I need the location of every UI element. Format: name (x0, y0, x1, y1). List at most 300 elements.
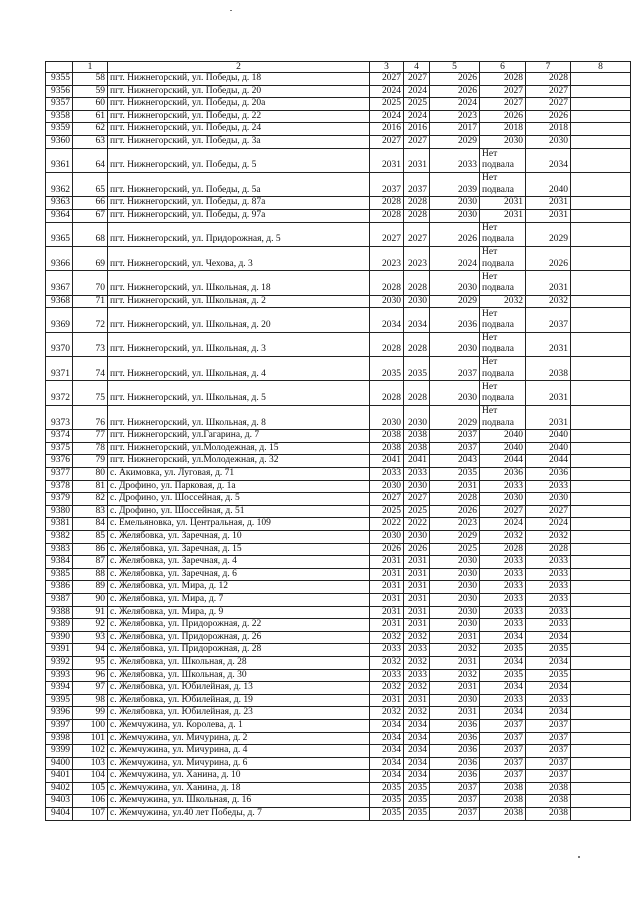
cell-address: пгт. Нижнегорский, ул. Придорожная, д. 5 (108, 222, 370, 246)
cell-address: с. Жемчужина, ул. Мичурина, д. 2 (108, 732, 370, 745)
cell-col-6: Нет подвала (480, 357, 526, 381)
cell-row-index: 9374 (46, 430, 73, 443)
cell-row-index: 9390 (46, 631, 73, 644)
cell-row-index: 9394 (46, 682, 73, 695)
cell-col-7: 2031 (526, 332, 571, 356)
cell-address: пгт. Нижнегорский, ул. Школьная, д. 20 (108, 308, 370, 332)
cell-col-7: 2033 (526, 593, 571, 606)
cell-row-index: 9388 (46, 606, 73, 619)
cell-col-8 (571, 246, 631, 270)
cell-col-8 (571, 556, 631, 569)
cell-row-index: 9385 (46, 568, 73, 581)
cell-col-7: 2031 (526, 209, 571, 222)
cell-col-8 (571, 656, 631, 669)
cell-row-index: 9403 (46, 795, 73, 808)
cell-col-7: 2030 (526, 493, 571, 506)
cell-col-7: 2027 (526, 85, 571, 98)
cell-address: с. Акимовка, ул. Луговая, д. 71 (108, 468, 370, 481)
cell-col-3: 2035 (370, 795, 404, 808)
cell-col-4: 2032 (404, 707, 430, 720)
cell-item-number: 88 (73, 568, 108, 581)
cell-col-5: 2017 (430, 123, 480, 136)
cell-row-index: 9392 (46, 656, 73, 669)
cell-col-6: Нет подвала (480, 222, 526, 246)
cell-col-3: 2032 (370, 682, 404, 695)
cell-col-8 (571, 295, 631, 308)
cell-col-8 (571, 405, 631, 429)
table-row (46, 222, 631, 246)
cell-col-6: 2033 (480, 694, 526, 707)
table-row (46, 73, 631, 86)
cell-col-6: 2027 (480, 85, 526, 98)
cell-row-index: 9378 (46, 480, 73, 493)
cell-row-index: 9400 (46, 757, 73, 770)
cell-col-3: 2041 (370, 455, 404, 468)
cell-col-8 (571, 73, 631, 86)
cell-address: пгт. Нижнегорский, ул. Победы, д. 22 (108, 110, 370, 123)
cell-row-index: 9375 (46, 442, 73, 455)
cell-col-8 (571, 745, 631, 758)
cell-col-7: 2033 (526, 556, 571, 569)
cell-col-4: 2030 (404, 295, 430, 308)
table-row (46, 246, 631, 270)
cell-col-4: 2031 (404, 694, 430, 707)
cell-item-number: 91 (73, 606, 108, 619)
cell-item-number: 93 (73, 631, 108, 644)
cell-col-3: 2016 (370, 123, 404, 136)
cell-item-number: 78 (73, 442, 108, 455)
cell-item-number: 72 (73, 308, 108, 332)
cell-row-index: 9373 (46, 405, 73, 429)
cell-col-3: 2033 (370, 644, 404, 657)
cell-address: пгт. Нижнегорский, ул. Победы, д. 5а (108, 172, 370, 196)
cell-col-7: 2032 (526, 531, 571, 544)
cell-row-index: 9377 (46, 468, 73, 481)
cell-col-3: 2025 (370, 505, 404, 518)
cell-row-index: 9382 (46, 531, 73, 544)
cell-col-5: 2025 (430, 543, 480, 556)
cell-item-number: 101 (73, 732, 108, 745)
cell-col-8 (571, 222, 631, 246)
cell-col-4: 2026 (404, 543, 430, 556)
table-row (46, 480, 631, 493)
table-row (46, 357, 631, 381)
cell-col-6: 2037 (480, 770, 526, 783)
cell-address: с. Жемчужина, ул. Ханина, д. 10 (108, 770, 370, 783)
cell-address: с. Желябовка, ул. Мира, д. 9 (108, 606, 370, 619)
cell-item-number: 86 (73, 543, 108, 556)
cell-col-3: 2035 (370, 808, 404, 821)
cell-col-4: 2025 (404, 505, 430, 518)
cell-col-8 (571, 782, 631, 795)
cell-col-4: 2032 (404, 656, 430, 669)
cell-col-7: 2033 (526, 581, 571, 594)
cell-col-4: 2034 (404, 308, 430, 332)
cell-col-3: 2034 (370, 757, 404, 770)
cell-col-8 (571, 381, 631, 405)
cell-col-8 (571, 644, 631, 657)
table-row (46, 123, 631, 136)
table-row (46, 745, 631, 758)
cell-address: с. Дрофино, ул. Шоссейная, д. 51 (108, 505, 370, 518)
header-cell-blank (46, 62, 73, 73)
cell-col-7: 2037 (526, 732, 571, 745)
cell-col-6: 2037 (480, 732, 526, 745)
cell-col-6: Нет подвала (480, 405, 526, 429)
table-body (46, 62, 631, 821)
cell-item-number: 75 (73, 381, 108, 405)
cell-col-4: 2037 (404, 172, 430, 196)
cell-col-7: 2038 (526, 357, 571, 381)
cell-row-index: 9355 (46, 73, 73, 86)
cell-row-index: 9362 (46, 172, 73, 196)
cell-row-index: 9370 (46, 332, 73, 356)
cell-address: пгт. Нижнегорский, ул. Чехова, д. 3 (108, 246, 370, 270)
cell-col-5: 2031 (430, 707, 480, 720)
cell-col-4: 2035 (404, 782, 430, 795)
cell-col-5: 2029 (430, 405, 480, 429)
table-row (46, 719, 631, 732)
header-cell-6: 6 (480, 62, 526, 73)
cell-item-number: 83 (73, 505, 108, 518)
cell-col-6: 2034 (480, 682, 526, 695)
cell-col-4: 2034 (404, 770, 430, 783)
table-row (46, 405, 631, 429)
cell-col-7: 2040 (526, 172, 571, 196)
cell-row-index: 9398 (46, 732, 73, 745)
cell-col-8 (571, 209, 631, 222)
cell-col-4: 2031 (404, 148, 430, 172)
cell-col-7: 2033 (526, 619, 571, 632)
cell-col-4: 2028 (404, 271, 430, 295)
cell-col-5: 2024 (430, 246, 480, 270)
cell-address: пгт. Нижнегорский, ул. Победы, д. 87а (108, 197, 370, 210)
cell-col-6: Нет подвала (480, 308, 526, 332)
table-row (46, 271, 631, 295)
cell-row-index: 9402 (46, 782, 73, 795)
table-row (46, 172, 631, 196)
header-cell-7: 7 (526, 62, 571, 73)
cell-address: с. Дрофино, ул. Парковая, д. 1а (108, 480, 370, 493)
cell-col-3: 2028 (370, 209, 404, 222)
cell-item-number: 64 (73, 148, 108, 172)
table-row (46, 707, 631, 720)
cell-col-3: 2031 (370, 593, 404, 606)
cell-row-index: 9364 (46, 209, 73, 222)
cell-row-index: 9393 (46, 669, 73, 682)
cell-address: пгт. Нижнегорский, ул.Молодежная, д. 15 (108, 442, 370, 455)
cell-address: с. Жемчужина, ул. Королева, д. 1 (108, 719, 370, 732)
cell-col-4: 2031 (404, 593, 430, 606)
cell-col-8 (571, 271, 631, 295)
cell-row-index: 9369 (46, 308, 73, 332)
cell-col-6: 2044 (480, 455, 526, 468)
cell-col-4: 2030 (404, 405, 430, 429)
cell-col-5: 2035 (430, 468, 480, 481)
table-row (46, 782, 631, 795)
cell-col-6: 2033 (480, 606, 526, 619)
table-row (46, 518, 631, 531)
cell-item-number: 92 (73, 619, 108, 632)
table-row (46, 669, 631, 682)
cell-col-5: 2030 (430, 568, 480, 581)
cell-col-4: 2034 (404, 745, 430, 758)
cell-item-number: 79 (73, 455, 108, 468)
table-row (46, 209, 631, 222)
cell-col-8 (571, 172, 631, 196)
cell-col-7: 2029 (526, 222, 571, 246)
cell-col-4: 2035 (404, 808, 430, 821)
cell-item-number: 89 (73, 581, 108, 594)
cell-col-4: 2038 (404, 442, 430, 455)
cell-col-7: 2037 (526, 308, 571, 332)
cell-row-index: 9366 (46, 246, 73, 270)
table-row (46, 531, 631, 544)
cell-col-8 (571, 707, 631, 720)
cell-col-5: 2024 (430, 98, 480, 111)
cell-col-5: 2030 (430, 381, 480, 405)
cell-col-4: 2032 (404, 682, 430, 695)
cell-col-3: 2027 (370, 135, 404, 148)
cell-col-4: 2030 (404, 531, 430, 544)
cell-col-3: 2034 (370, 719, 404, 732)
cell-address: с. Жемчужина, ул. Ханина, д. 18 (108, 782, 370, 795)
cell-col-4: 2033 (404, 468, 430, 481)
cell-col-3: 2031 (370, 148, 404, 172)
header-row (46, 62, 631, 73)
cell-col-3: 2034 (370, 770, 404, 783)
cell-col-3: 2031 (370, 581, 404, 594)
cell-col-6: 2033 (480, 581, 526, 594)
cell-col-4: 2027 (404, 135, 430, 148)
cell-address: с. Желябовка, ул. Мира, д. 7 (108, 593, 370, 606)
table-row (46, 631, 631, 644)
cell-col-7: 2027 (526, 505, 571, 518)
cell-row-index: 9401 (46, 770, 73, 783)
cell-item-number: 82 (73, 493, 108, 506)
cell-col-4: 2027 (404, 222, 430, 246)
cell-col-6: Нет подвала (480, 332, 526, 356)
cell-col-6: 2027 (480, 505, 526, 518)
cell-row-index: 9371 (46, 357, 73, 381)
cell-address: с. Желябовка, ул. Юбилейная, д. 13 (108, 682, 370, 695)
cell-col-3: 2027 (370, 73, 404, 86)
cell-col-5: 2036 (430, 770, 480, 783)
cell-address: с. Желябовка, ул. Юбилейная, д. 19 (108, 694, 370, 707)
cell-address: пгт. Нижнегорский, ул. Школьная, д. 18 (108, 271, 370, 295)
cell-address: пгт. Нижнегорский, ул. Победы, д. 3а (108, 135, 370, 148)
cell-col-8 (571, 757, 631, 770)
cell-row-index: 9363 (46, 197, 73, 210)
cell-col-8 (571, 197, 631, 210)
cell-item-number: 106 (73, 795, 108, 808)
cell-col-6: 2018 (480, 123, 526, 136)
table-row (46, 308, 631, 332)
cell-item-number: 104 (73, 770, 108, 783)
cell-col-7: 2040 (526, 430, 571, 443)
table-row (46, 694, 631, 707)
cell-col-7: 2026 (526, 110, 571, 123)
cell-col-5: 2037 (430, 357, 480, 381)
cell-item-number: 69 (73, 246, 108, 270)
cell-col-3: 2038 (370, 442, 404, 455)
cell-col-8 (571, 308, 631, 332)
cell-address: пгт. Нижнегорский, ул. Школьная, д. 4 (108, 357, 370, 381)
header-cell-1: 1 (73, 62, 108, 73)
cell-col-3: 2030 (370, 531, 404, 544)
cell-row-index: 9358 (46, 110, 73, 123)
cell-col-5: 2031 (430, 480, 480, 493)
cell-row-index: 9365 (46, 222, 73, 246)
cell-col-5: 2031 (430, 682, 480, 695)
cell-row-index: 9380 (46, 505, 73, 518)
cell-col-6: 2032 (480, 531, 526, 544)
cell-col-3: 2032 (370, 656, 404, 669)
cell-address: пгт. Нижнегорский, ул. Победы, д. 24 (108, 123, 370, 136)
cell-address: пгт. Нижнегорский, ул. Школьная, д. 8 (108, 405, 370, 429)
cell-col-8 (571, 85, 631, 98)
header-cell-5: 5 (430, 62, 480, 73)
cell-col-6: 2038 (480, 782, 526, 795)
cell-col-5: 2032 (430, 644, 480, 657)
cell-col-3: 2024 (370, 85, 404, 98)
cell-col-6: Нет подвала (480, 271, 526, 295)
table-row (46, 556, 631, 569)
cell-address: с. Желябовка, ул. Школьная, д. 28 (108, 656, 370, 669)
table-row (46, 619, 631, 632)
header-cell-2: 2 (108, 62, 370, 73)
cell-address: с. Желябовка, ул. Заречная, д. 6 (108, 568, 370, 581)
cell-col-4: 2030 (404, 480, 430, 493)
cell-col-3: 2032 (370, 631, 404, 644)
cell-col-6: 2033 (480, 593, 526, 606)
cell-col-4: 2035 (404, 357, 430, 381)
cell-col-3: 2035 (370, 782, 404, 795)
table-row (46, 795, 631, 808)
cell-col-3: 2026 (370, 543, 404, 556)
cell-col-8 (571, 669, 631, 682)
table-row (46, 197, 631, 210)
cell-item-number: 94 (73, 644, 108, 657)
cell-col-5: 2030 (430, 606, 480, 619)
cell-row-index: 9376 (46, 455, 73, 468)
cell-col-7: 2031 (526, 197, 571, 210)
cell-col-4: 2031 (404, 619, 430, 632)
cell-item-number: 67 (73, 209, 108, 222)
cell-col-3: 2035 (370, 357, 404, 381)
cell-col-8 (571, 518, 631, 531)
cell-col-3: 2030 (370, 295, 404, 308)
cell-col-4: 2022 (404, 518, 430, 531)
cell-col-7: 2031 (526, 271, 571, 295)
cell-col-3: 2038 (370, 430, 404, 443)
cell-col-8 (571, 694, 631, 707)
cell-col-7: 2034 (526, 682, 571, 695)
cell-item-number: 102 (73, 745, 108, 758)
table-row (46, 442, 631, 455)
cell-col-4: 2032 (404, 631, 430, 644)
cell-row-index: 9391 (46, 644, 73, 657)
cell-col-8 (571, 493, 631, 506)
cell-col-3: 2031 (370, 619, 404, 632)
cell-row-index: 9396 (46, 707, 73, 720)
cell-col-3: 2028 (370, 332, 404, 356)
cell-col-7: 2035 (526, 644, 571, 657)
cell-col-3: 2022 (370, 518, 404, 531)
cell-col-6: Нет подвала (480, 172, 526, 196)
cell-col-4: 2031 (404, 568, 430, 581)
cell-col-6: 2031 (480, 209, 526, 222)
cell-col-7: 2028 (526, 543, 571, 556)
cell-col-8 (571, 148, 631, 172)
cell-col-4: 2041 (404, 455, 430, 468)
cell-item-number: 84 (73, 518, 108, 531)
cell-address: пгт. Нижнегорский, ул. Школьная, д. 5 (108, 381, 370, 405)
cell-col-5: 2026 (430, 222, 480, 246)
cell-item-number: 99 (73, 707, 108, 720)
cell-item-number: 77 (73, 430, 108, 443)
cell-item-number: 85 (73, 531, 108, 544)
cell-col-8 (571, 770, 631, 783)
cell-col-6: 2038 (480, 808, 526, 821)
cell-row-index: 9404 (46, 808, 73, 821)
cell-address: пгт. Нижнегорский, ул. Победы, д. 18 (108, 73, 370, 86)
cell-col-5: 2036 (430, 719, 480, 732)
cell-address: с. Желябовка, ул. Мира, д. 12 (108, 581, 370, 594)
cell-col-8 (571, 98, 631, 111)
cell-col-5: 2030 (430, 619, 480, 632)
header-cell-3: 3 (370, 62, 404, 73)
cell-col-5: 2030 (430, 332, 480, 356)
cell-item-number: 81 (73, 480, 108, 493)
cell-col-5: 2023 (430, 518, 480, 531)
cell-col-5: 2037 (430, 782, 480, 795)
cell-col-5: 2028 (430, 493, 480, 506)
cell-col-4: 2033 (404, 644, 430, 657)
cell-col-4: 2024 (404, 85, 430, 98)
cell-col-5: 2037 (430, 795, 480, 808)
cell-col-3: 2030 (370, 480, 404, 493)
cell-item-number: 97 (73, 682, 108, 695)
cell-col-6: 2035 (480, 669, 526, 682)
cell-col-7: 2031 (526, 405, 571, 429)
cell-address: пгт. Нижнегорский, ул. Школьная, д. 2 (108, 295, 370, 308)
cell-col-6: 2030 (480, 135, 526, 148)
header-cell-4: 4 (404, 62, 430, 73)
cell-address: пгт. Нижнегорский, ул. Школьная, д. 3 (108, 332, 370, 356)
table-row (46, 295, 631, 308)
cell-col-5: 2030 (430, 581, 480, 594)
cell-address: с. Желябовка, ул. Заречная, д. 4 (108, 556, 370, 569)
cell-col-5: 2026 (430, 73, 480, 86)
cell-col-6: 2040 (480, 430, 526, 443)
cell-address: с. Желябовка, ул. Юбилейная, д. 23 (108, 707, 370, 720)
cell-item-number: 68 (73, 222, 108, 246)
cell-col-5: 2036 (430, 745, 480, 758)
table-row (46, 808, 631, 821)
cell-item-number: 73 (73, 332, 108, 356)
cell-col-8 (571, 581, 631, 594)
cell-col-4: 2028 (404, 209, 430, 222)
cell-col-6: 2037 (480, 757, 526, 770)
cell-row-index: 9357 (46, 98, 73, 111)
cell-col-8 (571, 543, 631, 556)
cell-col-6: 2034 (480, 707, 526, 720)
cell-item-number: 80 (73, 468, 108, 481)
cell-col-6: 2032 (480, 295, 526, 308)
cell-col-8 (571, 430, 631, 443)
cell-col-8 (571, 531, 631, 544)
